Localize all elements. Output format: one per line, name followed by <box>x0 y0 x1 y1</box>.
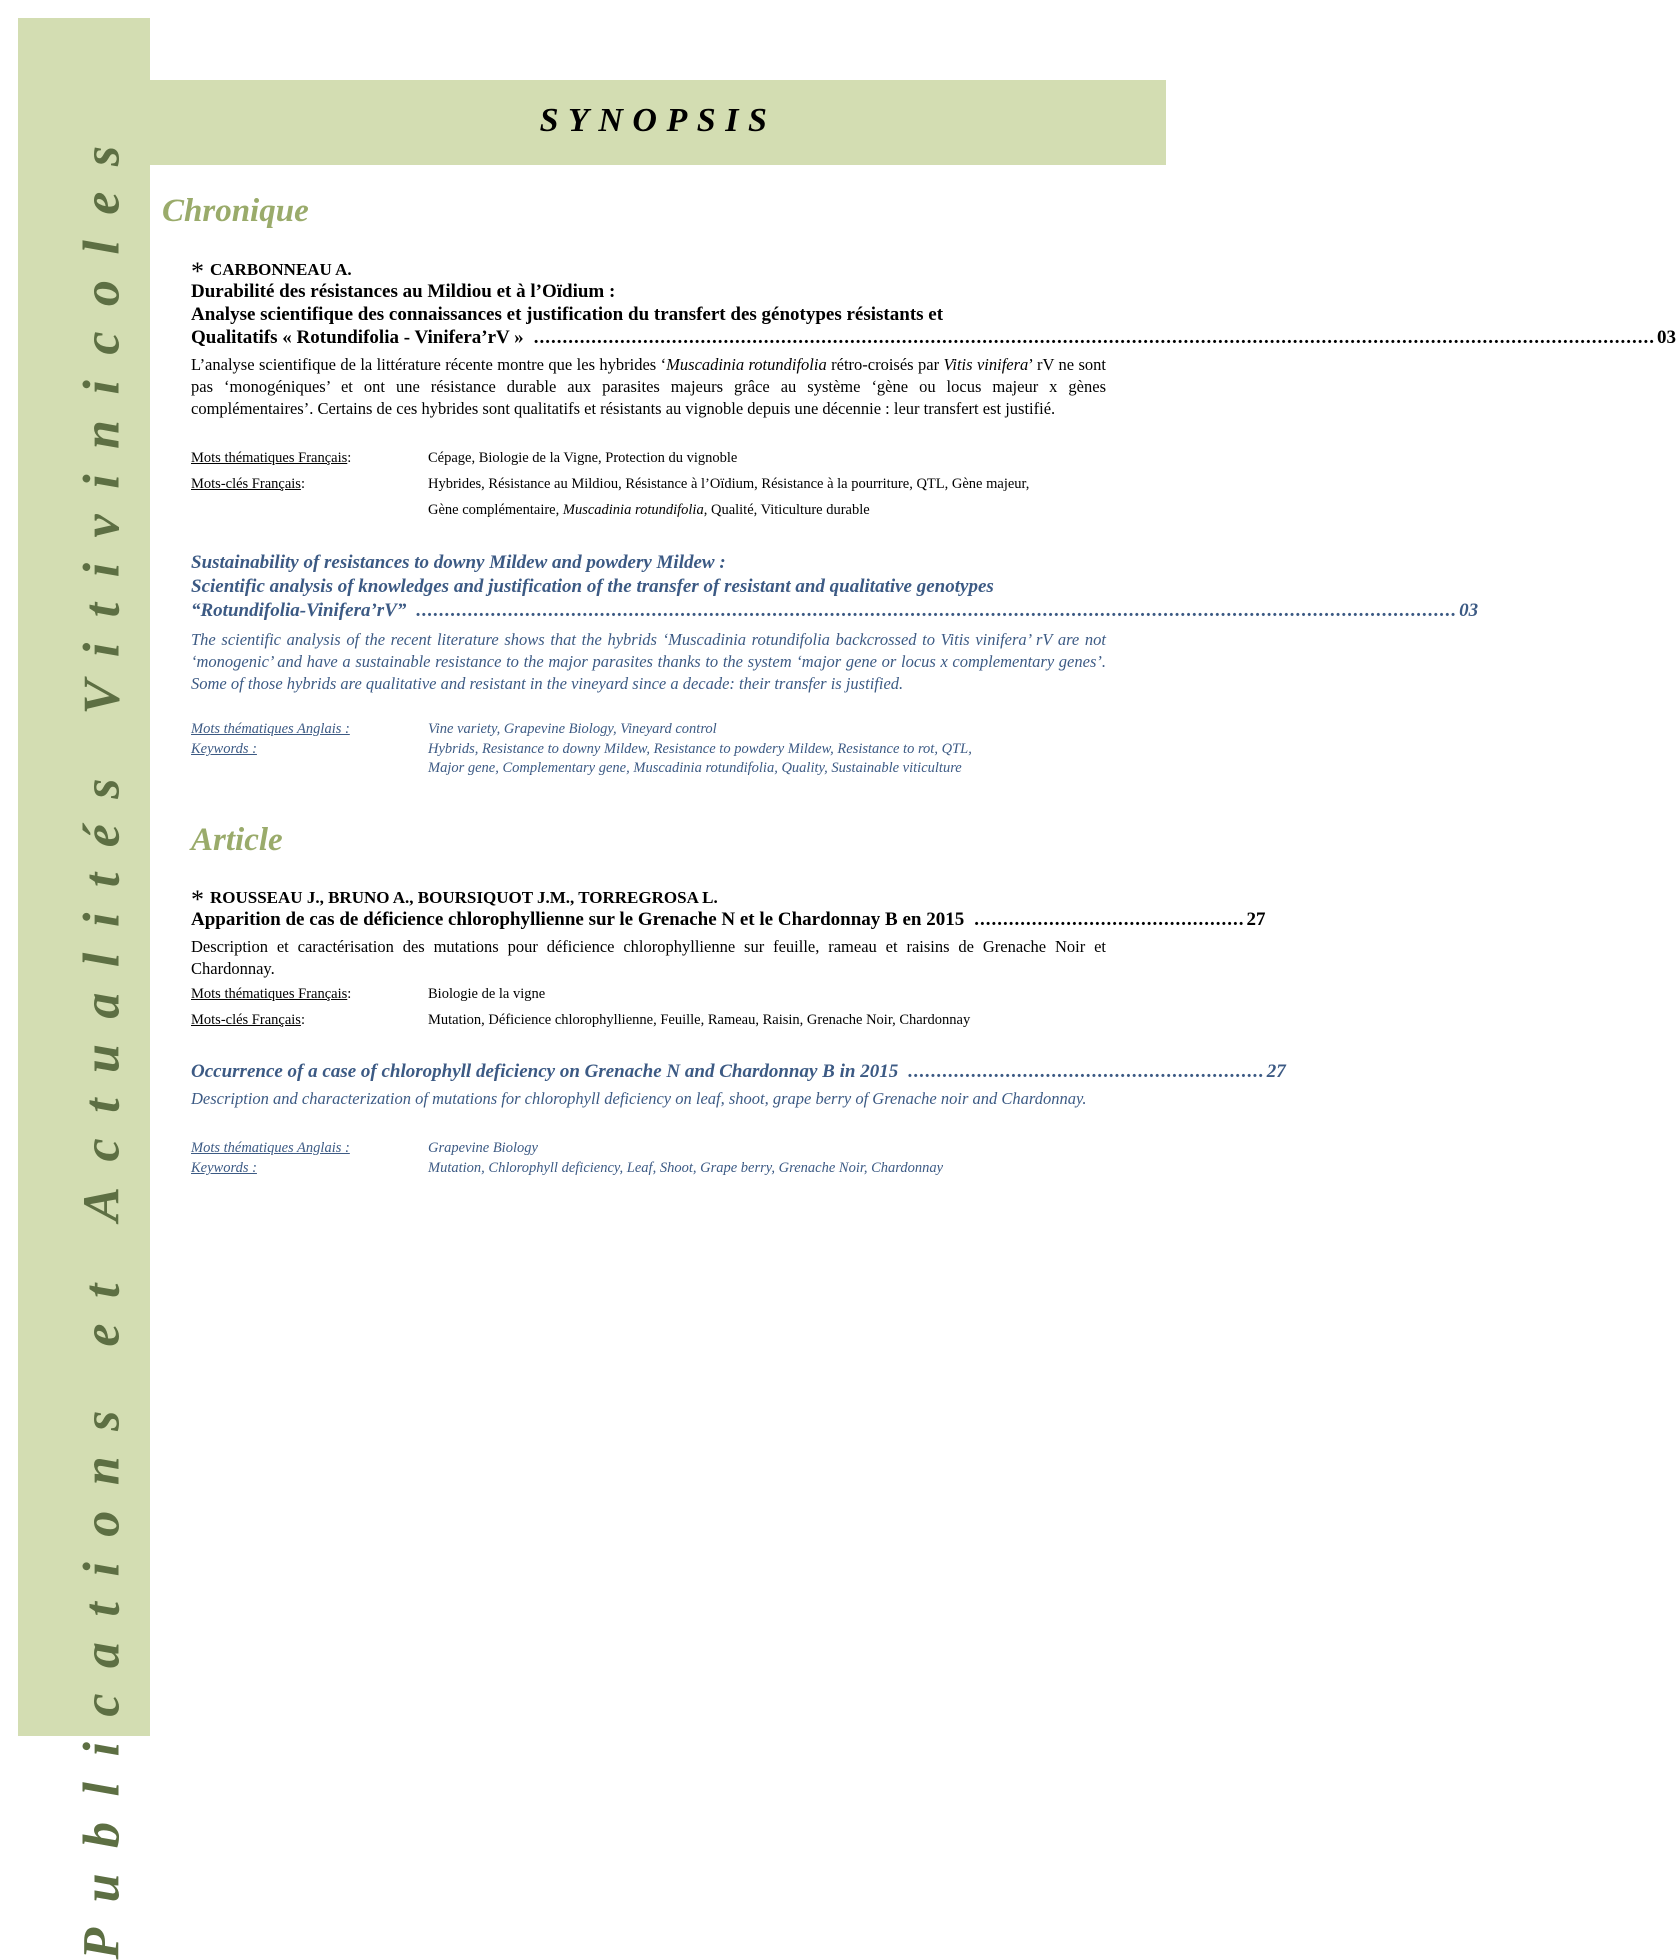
chronique-title-en-line2: Scientific analysis of knowledges and justification of the transfer of resistant and qualitative genotypes <box>191 576 994 597</box>
keywords-text: , Qualité, Viticulture durable <box>703 502 870 518</box>
label-separator: : <box>347 450 352 466</box>
abstract-text: rétro-croisés par <box>826 355 944 374</box>
keywords-en-label: Keywords : <box>191 741 257 757</box>
keywords-en-value: Mutation, Chlorophyll deficiency, Leaf, Shoot, Grape berry, Grenache Noir, Chardonnay <box>428 1160 944 1176</box>
chronique-title-fr-line3 <box>191 327 1676 349</box>
bullet-star: * <box>191 257 204 286</box>
themes-fr-label <box>191 986 351 1003</box>
keywords-text: Gène complémentaire, <box>428 502 563 518</box>
label-text: Mots-clés Français <box>191 1012 301 1028</box>
page-number: 03 <box>1656 327 1676 348</box>
leader-dots: .............................................................. <box>908 1061 1265 1082</box>
sidebar-band <box>18 18 150 1960</box>
journal-title-vertical: Publications et Actualités Vitivinicoles <box>73 120 131 1960</box>
themes-en-value: Grapevine Biology <box>428 1140 538 1156</box>
title-text: Qualitatifs « Rotundifolia - Vinifera’rV » <box>191 327 524 348</box>
page-number: 27 <box>1266 1061 1286 1082</box>
chronique-title-fr-line1: Durabilité des résistances au Mildiou et à l’Oïdium : <box>191 281 616 302</box>
themes-en-value: Vine variety, Grapevine Biology, Vineyard control <box>428 721 717 737</box>
authors-text: CARBONNEAU A. <box>210 260 352 279</box>
title-text: “Rotundifolia-Vinifera’rV” <box>191 600 407 621</box>
themes-en-label: Mots thématiques Anglais : <box>191 1140 350 1156</box>
page-title: SYNOPSIS <box>539 102 777 139</box>
title-text: Occurrence of a case of chlorophyll deficiency on Grenache N and Chardonnay B in 2015 <box>191 1061 899 1082</box>
keywords-en-line2: Major gene, Complementary gene, Muscadinia rotundifolia, Quality, Sustainable viticulture <box>428 760 962 776</box>
keywords-fr-line2 <box>428 502 870 519</box>
page-number: 27 <box>1246 909 1266 930</box>
label-text: Mots thématiques Français <box>191 986 348 1002</box>
article-title-fr <box>191 909 1266 931</box>
article-authors <box>191 880 718 914</box>
abstract-species: Vitis vinifera <box>943 355 1029 374</box>
authors-text: ROUSSEAU J., BRUNO A., BOURSIQUOT J.M., TORREGROSA L. <box>210 888 718 907</box>
chronique-title-en-line1: Sustainability of resistances to downy Mildew and powdery Mildew : <box>191 552 726 573</box>
article-title-en <box>191 1061 1286 1083</box>
chronique-abstract-en: The scientific analysis of the recent literature shows that the hybrids ‘Muscadinia rotundifolia backcrossed to Vitis vinifera’ rV are not ‘monogenic’ and have a sustainable resistance to the major parasites thanks to the system ‘major gene or locus x complementary genes’. Some of those hybrids are qualitative and resistant in the vineyard since a decade: their transfer is justified. <box>191 630 1106 693</box>
label-separator: : <box>300 1012 305 1028</box>
label-text: Mots-clés Français <box>191 476 301 492</box>
keywords-fr-label <box>191 1012 305 1029</box>
abstract-text: L’analyse scientifique de la littérature récente montre que les hybrides ‘ <box>191 355 667 374</box>
article-abstract-en: Description and characterization of mutations for chlorophyll deficiency on leaf, shoot, grape berry of Grenache noir and Chardonnay. <box>191 1089 1087 1108</box>
label-separator: : <box>300 476 305 492</box>
label-text: Mots thématiques Français <box>191 450 348 466</box>
themes-fr-value: Biologie de la vigne <box>428 986 546 1002</box>
abstract-text: ’ rV ne sont pas ‘monogéniques’ et ont une résistance durable aux parasites majeurs grâce au système ‘gène ou locus majeur x gènes complémentaires’. Certains de ces hybrides sont qualitatifs et résistants au vignoble depuis une décennie : leur transfert est justifié. <box>191 355 1107 418</box>
label-separator: : <box>347 986 352 1002</box>
keywords-fr-line1: Hybrides, Résistance au Mildiou, Résistance à l’Oïdium, Résistance à la pourriture, QTL, Gène majeur, <box>428 476 1030 492</box>
keywords-fr-label <box>191 476 305 493</box>
leader-dots: ..................................................................................................................................................................................... <box>416 600 1458 621</box>
page-number: 03 <box>1459 600 1479 621</box>
chronique-title-fr-line2: Analyse scientifique des connaissances et justification du transfert des génotypes résistants et <box>191 304 944 325</box>
keywords-en-line1: Hybrids, Resistance to downy Mildew, Resistance to powdery Mildew, Resistance to rot, QTL, <box>428 741 972 757</box>
chronique-title-en-line3 <box>191 600 1479 622</box>
keywords-en-label: Keywords : <box>191 1160 257 1176</box>
themes-fr-label <box>191 450 351 467</box>
chronique-authors <box>191 252 352 286</box>
section-heading-chronique: Chronique <box>162 193 309 229</box>
themes-fr-value: Cépage, Biologie de la Vigne, Protection du vignoble <box>428 450 738 466</box>
title-text: Apparition de cas de déficience chlorophyllienne sur le Grenache N et le Chardonnay B en 2015 <box>191 909 965 930</box>
leader-dots: ............................................... <box>974 909 1245 930</box>
abstract-species: Muscadinia rotundifolia <box>666 355 827 374</box>
keywords-species: Muscadinia rotundifolia <box>562 502 704 518</box>
bullet-star: * <box>191 885 204 914</box>
article-abstract-fr: Description et caractérisation des mutations pour déficience chlorophyllienne sur feuille, rameau et raisins de Grenache Noir et Chardonnay. <box>191 937 1106 978</box>
section-heading-article: Article <box>191 822 283 858</box>
header-band <box>150 80 1166 165</box>
themes-en-label: Mots thématiques Anglais : <box>191 721 350 737</box>
keywords-fr-value: Mutation, Déficience chlorophyllienne, Feuille, Rameau, Raisin, Grenache Noir, Chardonnay <box>428 1012 971 1028</box>
chronique-abstract-fr <box>191 354 1106 420</box>
leader-dots: ................................................................................................................................................................................................... <box>533 327 1655 348</box>
